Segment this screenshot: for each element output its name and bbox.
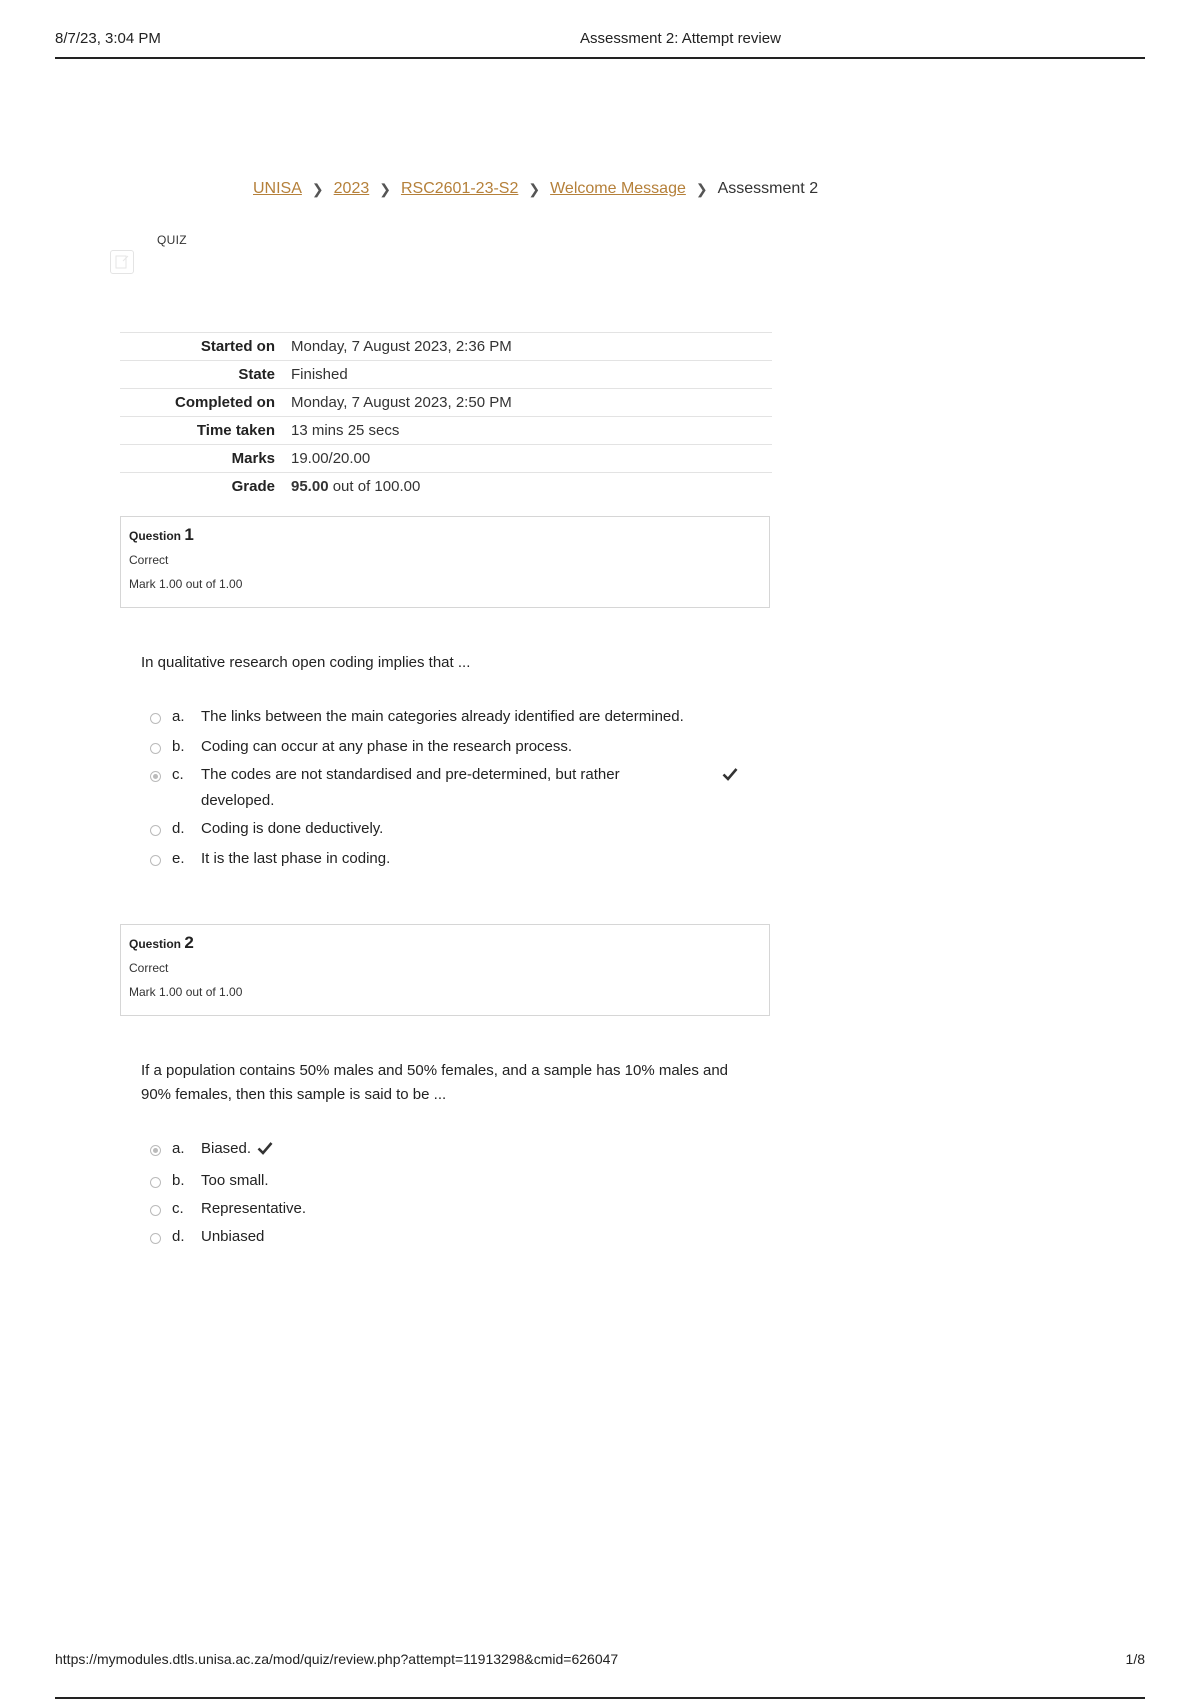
answer-letter: c.: [172, 1200, 184, 1217]
radio-button[interactable]: [150, 1177, 161, 1188]
breadcrumb-link-unisa[interactable]: UNISA: [253, 180, 302, 197]
print-header: [55, 28, 1145, 59]
radio-button[interactable]: [150, 713, 161, 724]
breadcrumb-link-year[interactable]: 2023: [333, 180, 370, 197]
summary-key: Grade: [120, 473, 291, 501]
summary-value: 19.00/20.00: [291, 445, 772, 473]
summary-row: [120, 361, 772, 389]
summary-value: [291, 473, 772, 501]
answer-text: Unbiased: [201, 1228, 265, 1245]
question-label: Question: [129, 529, 182, 543]
radio-button-selected[interactable]: [150, 1145, 161, 1156]
summary-value: Monday, 7 August 2023, 2:50 PM: [291, 389, 772, 417]
question-grade: Mark 1.00 out of 1.00: [129, 985, 243, 999]
radio-button[interactable]: [150, 1233, 161, 1244]
answer-letter: e.: [172, 850, 185, 867]
question-grade: Mark 1.00 out of 1.00: [129, 577, 243, 591]
summary-row: [120, 417, 772, 445]
answer-text: The codes are not standardised and pre-determined, but rather developed.: [201, 766, 620, 809]
breadcrumb-link-welcome[interactable]: Welcome Message: [550, 180, 686, 197]
answer-text: Representative.: [201, 1200, 307, 1217]
grade-value: 95.00: [291, 478, 329, 495]
summary-row: [120, 445, 772, 473]
quiz-icon: [110, 250, 134, 274]
grade-suffix: out of 100.00: [328, 478, 421, 495]
check-icon: [722, 767, 738, 781]
check-icon: [257, 1141, 273, 1155]
answer-option[interactable]: [150, 850, 770, 880]
answer-letter: b.: [172, 738, 185, 755]
summary-value: 13 mins 25 secs: [291, 417, 772, 445]
breadcrumb-link-course[interactable]: RSC2601-23-S2: [400, 180, 519, 197]
answer-option[interactable]: [150, 1228, 770, 1256]
question-info: [120, 516, 770, 608]
answer-letter: a.: [172, 1140, 185, 1157]
answer-text: Biased.: [201, 1140, 252, 1157]
chevron-right-icon: ❯: [311, 180, 324, 197]
radio-button[interactable]: [150, 743, 161, 754]
chevron-right-icon: ❯: [379, 180, 391, 197]
answer-letter: b.: [172, 1172, 185, 1189]
summary-row: [120, 333, 772, 361]
radio-button[interactable]: [150, 855, 161, 866]
print-title: Assessment 2: Attempt review: [580, 30, 781, 47]
summary-key: Marks: [120, 445, 291, 473]
question-text: In qualitative research open coding implies that ...: [141, 654, 471, 671]
summary-key: Started on: [120, 333, 291, 361]
summary-value: Finished: [291, 361, 772, 389]
summary-key: Time taken: [120, 417, 291, 445]
answer-option[interactable]: [150, 766, 770, 820]
answer-text: The links between the main categories already identified are determined.: [201, 708, 684, 725]
print-url: https://mymodules.dtls.unisa.ac.za/mod/quiz/review.php?attempt=11913298&cmid=626047: [55, 1651, 619, 1667]
question-number: [129, 933, 761, 953]
print-datetime: 8/7/23, 3:04 PM: [55, 30, 161, 47]
radio-button[interactable]: [150, 825, 161, 836]
radio-button-selected[interactable]: [150, 771, 161, 782]
answer-letter: d.: [172, 820, 185, 837]
summary-row: [120, 389, 772, 417]
chevron-right-icon: ❯: [695, 180, 708, 197]
page-number: 1/8: [1125, 1651, 1145, 1667]
question-state: Correct: [129, 553, 169, 567]
chevron-right-icon: ❯: [528, 180, 541, 197]
answer-text: Coding is done deductively.: [201, 820, 384, 837]
answer-text: Too small.: [201, 1172, 269, 1189]
summary-row: [120, 473, 772, 501]
attempt-summary-table: [120, 332, 772, 500]
question-number-value: 1: [184, 525, 194, 544]
answer-list: [150, 708, 770, 880]
answer-text: Coding can occur at any phase in the research process.: [201, 738, 573, 755]
question-number-value: 2: [184, 933, 194, 952]
summary-value: Monday, 7 August 2023, 2:36 PM: [291, 333, 772, 361]
answer-text: It is the last phase in coding.: [201, 850, 391, 867]
radio-button[interactable]: [150, 1205, 161, 1216]
activity-type-label: QUIZ: [157, 233, 187, 247]
footer-divider: [55, 1697, 1145, 1699]
summary-key: Completed on: [120, 389, 291, 417]
question-text: If a population contains 50% males and 50% females, and a sample has 10% males and 90% females, then this sample is said to be ...: [141, 1062, 729, 1103]
answer-list: [150, 1140, 770, 1256]
breadcrumb-current: Assessment 2: [717, 180, 819, 197]
question-info: [120, 924, 770, 1016]
answer-letter: d.: [172, 1228, 185, 1245]
answer-letter: a.: [172, 708, 185, 725]
question-number: [129, 525, 761, 545]
question-state: Correct: [129, 961, 169, 975]
summary-key: State: [120, 361, 291, 389]
question-label: Question: [129, 937, 182, 951]
answer-letter: c.: [172, 766, 184, 783]
breadcrumb: [253, 180, 818, 198]
